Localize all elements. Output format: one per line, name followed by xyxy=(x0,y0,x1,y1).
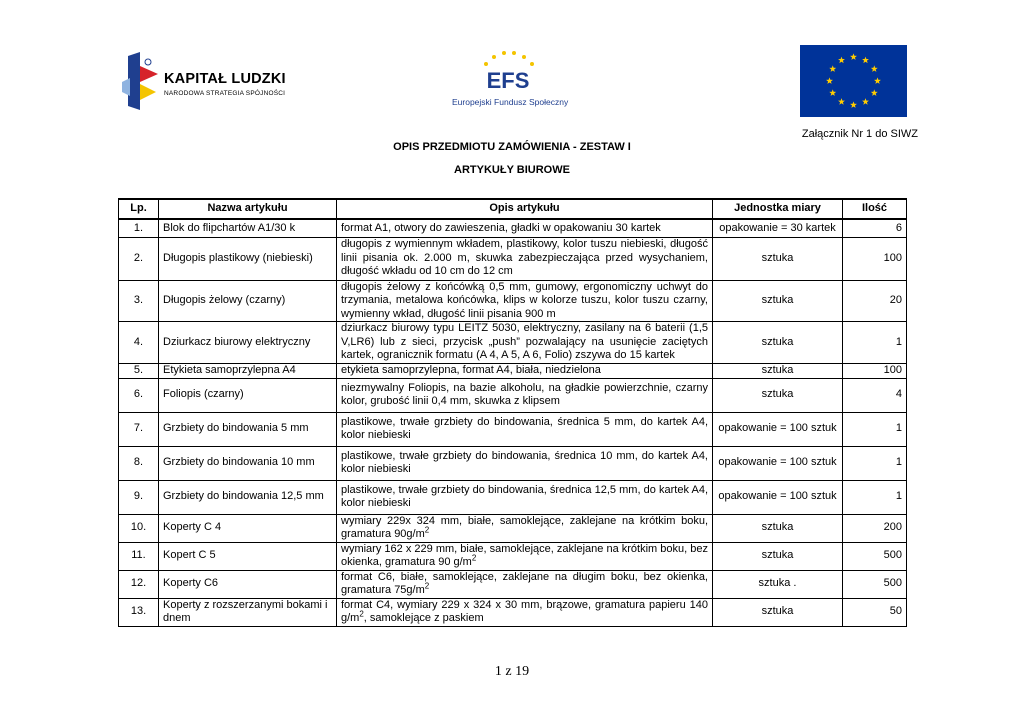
document-subtitle: ARTYKUŁY BIUROWE xyxy=(454,164,570,176)
description-text: plastikowe, trwałe grzbiety do bindowania, średnica 5 mm, do kartek A4, kolor niebieski xyxy=(341,415,708,441)
description-text: długopis żelowy z końcówką 0,5 mm, gumowy, ergonomiczny uchwyt do trzymania, metalowa końcówka, klips w kolorze tuszu, kolor tuszu czarny, wymienny wkład, długość linii pisania 900 m xyxy=(341,280,708,320)
description-text: format A1, otwory do zawieszenia, gładki w opakowaniu 30 kartek xyxy=(341,221,661,234)
table-header-row xyxy=(119,199,907,219)
cell-lp: 8. xyxy=(119,446,159,480)
cell-unit: opakowanie = 30 kartek xyxy=(713,219,843,237)
cell-unit: sztuka xyxy=(713,237,843,280)
cell-quantity: 500 xyxy=(843,542,907,570)
cell-lp: 12. xyxy=(119,570,159,598)
efs-mark: EFS xyxy=(486,68,530,93)
description-text: dziurkacz biurowy typu LEITZ 5030, elektryczny, zasilany na 6 baterii (1,5 V,LR6) lub z sieci, przycisk „push” pozwalający na usunięcie zaciętych kartek, ogranicznik formatu (A 4, A 5, A 6, Folio) zszywa do 15 kartek xyxy=(341,322,708,361)
cell-quantity: 1 xyxy=(843,322,907,364)
cell-unit: sztuka xyxy=(713,363,843,378)
column-header-lp: Lp. xyxy=(119,199,159,219)
description-text: plastikowe, trwałe grzbiety do bindowania, średnica 12,5 mm, do kartek A4, kolor niebieski xyxy=(341,483,708,509)
cell-quantity: 200 xyxy=(843,514,907,542)
kapital-ludzki-title: KAPITAŁ LUDZKI xyxy=(164,71,286,87)
cell-name: Kopert C 5 xyxy=(159,542,337,570)
document-title: OPIS PRZEDMIOTU ZAMÓWIENIA - ZESTAW I xyxy=(393,141,631,153)
table-row xyxy=(119,412,907,446)
cell-unit: sztuka xyxy=(713,514,843,542)
table-row xyxy=(119,237,907,280)
cell-description xyxy=(337,237,713,280)
cell-unit: sztuka xyxy=(713,378,843,412)
items-table xyxy=(118,198,907,627)
table-row xyxy=(119,363,907,378)
cell-quantity: 20 xyxy=(843,280,907,322)
table-row xyxy=(119,542,907,570)
cell-description xyxy=(337,542,713,570)
cell-name: Blok do flipchartów A1/30 k xyxy=(159,219,337,237)
cell-name: Koperty C 4 xyxy=(159,514,337,542)
cell-unit: opakowanie = 100 sztuk xyxy=(713,412,843,446)
cell-quantity: 1 xyxy=(843,412,907,446)
table-row xyxy=(119,219,907,237)
cell-description xyxy=(337,514,713,542)
table-row xyxy=(119,480,907,514)
table-row xyxy=(119,514,907,542)
cell-lp: 5. xyxy=(119,363,159,378)
cell-name: Grzbiety do bindowania 12,5 mm xyxy=(159,480,337,514)
description-superscript: 2 xyxy=(471,553,477,563)
cell-quantity: 100 xyxy=(843,363,907,378)
cell-lp: 7. xyxy=(119,412,159,446)
cell-name: Grzbiety do bindowania 5 mm xyxy=(159,412,337,446)
cell-quantity: 500 xyxy=(843,570,907,598)
table-row xyxy=(119,446,907,480)
kapital-ludzki-subtitle: NARODOWA STRATEGIA SPÓJNOŚCI xyxy=(164,90,286,97)
description-text: format C6, białe, samoklejące, zaklejane na długim boku, bez okienka, gramatura 75g/m xyxy=(341,570,708,596)
cell-lp: 11. xyxy=(119,542,159,570)
column-header-quantity: Ilość xyxy=(843,199,907,219)
description-text: format C4, wymiary 229 x 324 x 30 mm, brązowe, gramatura papieru 140 g/m xyxy=(341,598,708,624)
cell-quantity: 50 xyxy=(843,598,907,626)
cell-name: Koperty z rozszerzanymi bokami i dnem xyxy=(159,598,337,626)
cell-lp: 9. xyxy=(119,480,159,514)
cell-unit: sztuka . xyxy=(713,570,843,598)
cell-name: Grzbiety do bindowania 10 mm xyxy=(159,446,337,480)
cell-description xyxy=(337,598,713,626)
cell-lp: 13. xyxy=(119,598,159,626)
page-number: 1 z 19 xyxy=(494,664,530,679)
cell-lp: 1. xyxy=(119,219,159,237)
cell-quantity: 1 xyxy=(843,446,907,480)
cell-name: Długopis plastikowy (niebieski) xyxy=(159,237,337,280)
efs-logo xyxy=(448,42,568,118)
description-text: niezmywalny Foliopis, na bazie alkoholu, na gładkie powierzchnie, czarny kolor, grubość linii 0,4 mm, skuwka z klipsem xyxy=(341,381,708,407)
cell-quantity: 1 xyxy=(843,480,907,514)
cell-description xyxy=(337,446,713,480)
description-superscript: 2 xyxy=(424,525,430,535)
cell-quantity: 4 xyxy=(843,378,907,412)
cell-lp: 6. xyxy=(119,378,159,412)
cell-description xyxy=(337,219,713,237)
column-header-name: Nazwa artykułu xyxy=(159,199,337,219)
description-superscript: 2 xyxy=(424,581,430,591)
cell-description xyxy=(337,570,713,598)
cell-lp: 2. xyxy=(119,237,159,280)
efs-stars-icon xyxy=(448,42,568,98)
description-text: wymiary 229x 324 mm, białe, samoklejące, zaklejane na krótkim boku, gramatura 90g/m xyxy=(341,514,708,540)
cell-lp: 4. xyxy=(119,322,159,364)
cell-lp: 10. xyxy=(119,514,159,542)
cell-description xyxy=(337,480,713,514)
description-text: wymiary 162 x 229 mm, białe, samoklejące, zaklejane na krótkim boku, bez okienka, gramatura 90 g/m xyxy=(341,542,708,568)
cell-name: Foliopis (czarny) xyxy=(159,378,337,412)
cell-description xyxy=(337,378,713,412)
table-row xyxy=(119,598,907,626)
attachment-note: Załącznik Nr 1 do SIWZ xyxy=(801,128,918,140)
table-row xyxy=(119,570,907,598)
description-text: plastikowe, trwałe grzbiety do bindowania, średnica 10 mm, do kartek A4, kolor niebieski xyxy=(341,449,708,475)
cell-unit: opakowanie = 100 sztuk xyxy=(713,480,843,514)
cell-quantity: 100 xyxy=(843,237,907,280)
table-row xyxy=(119,378,907,412)
cell-quantity: 6 xyxy=(843,219,907,237)
cell-unit: sztuka xyxy=(713,598,843,626)
cell-name: Etykieta samoprzylepna A4 xyxy=(159,363,337,378)
cell-name: Koperty C6 xyxy=(159,570,337,598)
column-header-unit: Jednostka miary xyxy=(713,199,843,219)
cell-description xyxy=(337,363,713,378)
cell-unit: sztuka xyxy=(713,542,843,570)
description-superscript: 2 xyxy=(359,609,364,619)
description-text: długopis z wymiennym wkładem, plastikowy, kolor tuszu niebieski, długość linii pisania ok. 2.000 m, skuwka zabezpieczająca przed wysychaniem, długość wkładu od 10 cm do 12 cm xyxy=(341,238,708,278)
table-row xyxy=(119,280,907,322)
cell-description xyxy=(337,322,713,364)
cell-name: Dziurkacz biurowy elektryczny xyxy=(159,322,337,364)
cell-description xyxy=(337,412,713,446)
cell-unit: opakowanie = 100 sztuk xyxy=(713,446,843,480)
efs-caption: Europejski Fundusz Społeczny xyxy=(452,97,569,107)
description-text: etykieta samoprzylepna, format A4, biała, niedzielona xyxy=(341,363,601,376)
description-text-after: , samoklejące z paskiem xyxy=(363,612,484,624)
column-header-description: Opis artykułu xyxy=(337,199,713,219)
table-row xyxy=(119,322,907,364)
eu-flag-icon xyxy=(800,45,907,117)
kapital-ludzki-emblem-icon xyxy=(120,52,164,114)
cell-description xyxy=(337,280,713,322)
cell-lp: 3. xyxy=(119,280,159,322)
cell-unit: sztuka xyxy=(713,322,843,364)
kapital-ludzki-logo xyxy=(120,52,290,114)
cell-name: Długopis żelowy (czarny) xyxy=(159,280,337,322)
cell-unit: sztuka xyxy=(713,280,843,322)
